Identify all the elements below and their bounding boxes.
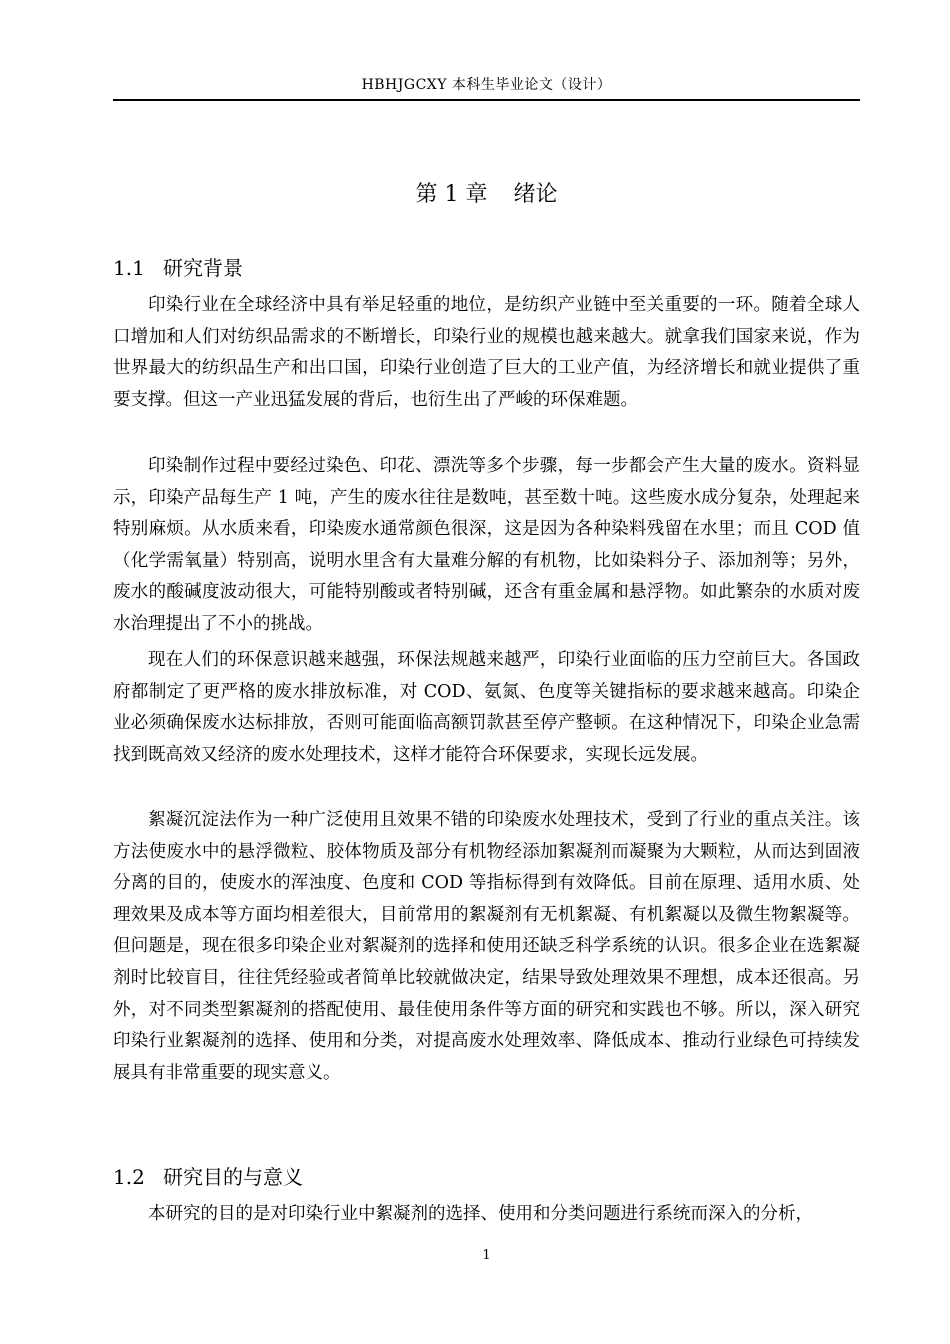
page-number: 1: [482, 1248, 491, 1263]
chapter-heading: [113, 177, 860, 208]
chapter-number: 第 1 章: [415, 182, 488, 207]
section-number: 1.2: [113, 1165, 145, 1189]
section-heading-1-1: [113, 252, 243, 281]
paragraph: 絮凝沉淀法作为一种广泛使用且效果不错的印染废水处理技术，受到了行业的重点关注。该方法使废水中的悬浮微粒、胶体物质及部分有机物经添加絮凝剂而凝聚为大颗粒，从而达到固液分离的目的，使废水的浑浊度、色度和 COD 等指标得到有效降低。目前在原理、适用水质、处理效果及成本等方面均相差很大，目前常用的絮凝剂有无机絮凝、有机絮凝以及微生物絮凝等。但问题是，现在很多印染企业对絮凝剂的选择和使用还缺乏科学系统的认识。很多企业在选絮凝剂时比较盲目，往往凭经验或者简单比较就做决定，结果导致处理效果不理想，成本还很高。另外，对不同类型絮凝剂的搭配使用、最佳使用条件等方面的研究和实践也不够。所以，深入研究印染行业絮凝剂的选择、使用和分类，对提高废水处理效率、降低成本、推动行业绿色可持续发展具有非常重要的现实意义。: [113, 810, 860, 1083]
header-rule: [113, 99, 860, 101]
chapter-title: 绪论: [513, 182, 558, 207]
paragraph: 现在人们的环保意识越来越强，环保法规越来越严，印染行业面临的压力空前巨大。各国政府都制定了更严格的废水排放标准，对 COD、氨氮、色度等关键指标的要求越来越高。印染企业必须确保废水达标排放，否则可能面临高额罚款甚至停产整顿。在这种情况下，印染企业急需找到既高效又经济的废水处理技术，这样才能符合环保要求，实现长远发展。: [113, 650, 860, 765]
running-header: HBHJGCXY 本科生毕业论文（设计）: [361, 77, 612, 93]
paragraph: 印染行业在全球经济中具有举足轻重的地位，是纺织产业链中至关重要的一环。随着全球人口增加和人们对纺织品需求的不断增长，印染行业的规模也越来越大。就拿我们国家来说，作为世界最大的纺织品生产和出口国，印染行业创造了巨大的工业产值，为经济增长和就业提供了重要支撑。但这一产业迅猛发展的背后，也衍生出了严峻的环保难题。: [113, 295, 860, 410]
paragraph: 本研究的目的是对印染行业中絮凝剂的选择、使用和分类问题进行系统而深入的分析，: [148, 1204, 813, 1224]
section-title: 研究背景: [163, 256, 243, 280]
paragraph: 印染制作过程中要经过染色、印花、漂洗等多个步骤，每一步都会产生大量的废水。资料显示，印染产品每生产 1 吨，产生的废水往往是数吨，甚至数十吨。这些废水成分复杂，处理起来特别麻烦。从水质来看，印染废水通常颜色很深，这是因为各种染料残留在水里；而且 COD 值（化学需氧量）特别高，说明水里含有大量难分解的有机物，比如染料分子、添加剂等；另外，废水的酸碱度波动很大，可能特别酸或者特别碱，还含有重金属和悬浮物。如此繁杂的水质对废水治理提出了不小的挑战。: [113, 456, 860, 634]
section-number: 1.1: [113, 256, 145, 280]
section-title: 研究目的与意义: [163, 1165, 303, 1189]
section-heading-1-2: [113, 1161, 303, 1190]
